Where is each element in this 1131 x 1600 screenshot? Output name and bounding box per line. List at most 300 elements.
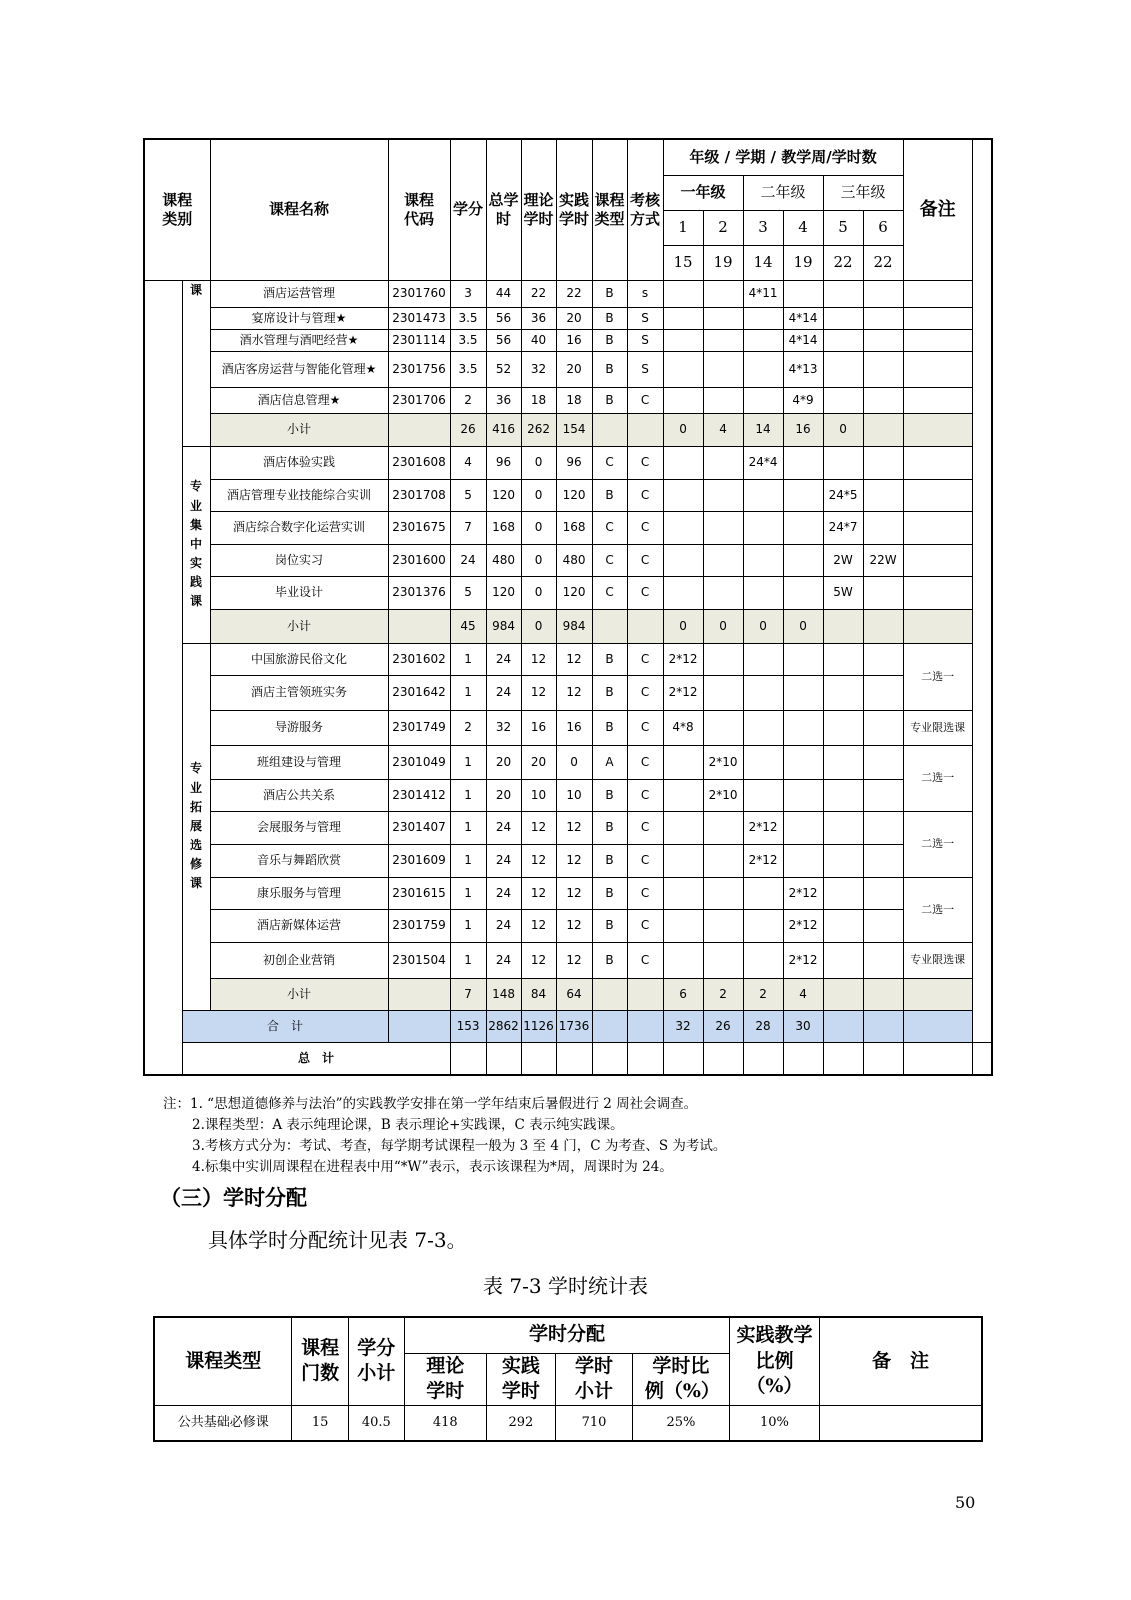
- term-3-cell: [743, 942, 783, 978]
- term-3-cell: [743, 779, 783, 811]
- course-code-cell: 2301675: [388, 511, 450, 544]
- total-hours-cell: 56: [486, 329, 521, 351]
- course-name-cell: 会展服务与管理: [210, 811, 388, 844]
- category-label: 专业拓展选修课: [190, 761, 203, 891]
- practice-hours-cell: 96: [556, 446, 592, 479]
- course-code-cell: 2301759: [388, 909, 450, 942]
- total-hours-cell: 24: [486, 909, 521, 942]
- credit-cell: 1: [450, 675, 486, 710]
- course-type-cell: B: [592, 643, 627, 675]
- term-5-cell: 0: [823, 413, 863, 446]
- course-schedule-table: [143, 138, 993, 1076]
- stats-header-allocation: 学时分配: [404, 1317, 729, 1353]
- remarks-cell: 二选一: [903, 877, 972, 942]
- theory-hours-cell: 0: [521, 479, 556, 511]
- term-1-cell: 0: [663, 413, 703, 446]
- remarks-cell: [903, 307, 972, 329]
- empty-cell: [783, 1042, 823, 1075]
- course-code-cell: 2301609: [388, 844, 450, 877]
- term-4-cell: [783, 479, 823, 511]
- term-1-cell: [663, 909, 703, 942]
- header-credit: 学分: [450, 139, 486, 280]
- term-1-cell: 0: [663, 609, 703, 643]
- term-3-cell: 4*11: [743, 280, 783, 307]
- term-2-cell: 26: [703, 1010, 743, 1042]
- category-label: 课: [190, 282, 203, 297]
- course-type-cell: A: [592, 745, 627, 779]
- remarks-cell: 专业限选课: [903, 942, 972, 978]
- course-name-cell: 宴席设计与管理★: [210, 307, 388, 329]
- course-type-cell: [592, 413, 627, 446]
- paragraph: 具体学时分配统计见表 7-3。: [208, 1228, 467, 1252]
- theory-hours-cell: 12: [521, 844, 556, 877]
- term-2-cell: [703, 909, 743, 942]
- term-5-cell: [823, 351, 863, 387]
- term-1-cell: 2*12: [663, 643, 703, 675]
- course-code-cell: 2301706: [388, 387, 450, 413]
- term-6-cell: [863, 675, 903, 710]
- remarks-cell: [903, 576, 972, 609]
- course-code-cell: 2301708: [388, 479, 450, 511]
- assessment-cell: S: [627, 351, 663, 387]
- term-4-cell: 30: [783, 1010, 823, 1042]
- term-6-cell: [863, 280, 903, 307]
- course-rows: [144, 280, 992, 1075]
- remarks-cell: [903, 511, 972, 544]
- subtotal-row: [144, 413, 992, 446]
- stats-header-remarks: 备 注: [819, 1317, 982, 1405]
- term-2-cell: 2: [703, 978, 743, 1010]
- remarks-cell: 二选一: [903, 811, 972, 877]
- table-row: [144, 351, 992, 387]
- term-2-cell: [703, 544, 743, 576]
- header-term: 4: [783, 210, 823, 245]
- total-hours-cell: 120: [486, 479, 521, 511]
- section-title: （三）学时分配: [160, 1186, 307, 1210]
- theory-hours-cell: 12: [521, 675, 556, 710]
- course-type-cell: C: [592, 446, 627, 479]
- header-course-name: 课程名称: [210, 139, 388, 280]
- course-name-cell: 小计: [210, 609, 388, 643]
- total-hours-cell: 24: [486, 942, 521, 978]
- theory-hours-cell: 12: [521, 643, 556, 675]
- course-name-cell: 毕业设计: [210, 576, 388, 609]
- practice-hours-cell: 16: [556, 329, 592, 351]
- theory-hours-cell: 20: [521, 745, 556, 779]
- term-1-cell: [663, 446, 703, 479]
- empty-cell: [903, 1042, 972, 1075]
- term-3-cell: [743, 877, 783, 909]
- stats-header-credit-subtotal: 学分小计: [348, 1317, 404, 1405]
- term-6-cell: [863, 978, 903, 1010]
- term-6-cell: [863, 329, 903, 351]
- term-5-cell: 24*5: [823, 479, 863, 511]
- term-6-cell: [863, 811, 903, 844]
- header-weeks: 15: [663, 245, 703, 280]
- course-name-cell: 岗位实习: [210, 544, 388, 576]
- course-code-cell: 2301642: [388, 675, 450, 710]
- term-1-cell: [663, 877, 703, 909]
- term-5-cell: [823, 779, 863, 811]
- table-row: [144, 307, 992, 329]
- course-name-cell: 小计: [210, 978, 388, 1010]
- course-code-cell: 2301504: [388, 942, 450, 978]
- course-type-cell: B: [592, 329, 627, 351]
- term-4-cell: [783, 811, 823, 844]
- term-5-cell: [823, 745, 863, 779]
- course-code-cell: 2301376: [388, 576, 450, 609]
- empty-cell: [486, 1042, 521, 1075]
- term-5-cell: [823, 609, 863, 643]
- term-3-cell: [743, 307, 783, 329]
- table-row: [144, 779, 992, 811]
- assessment-cell: C: [627, 643, 663, 675]
- practice-hours-cell: 12: [556, 643, 592, 675]
- term-3-cell: [743, 387, 783, 413]
- credit-cell: 7: [450, 978, 486, 1010]
- course-type-cell: B: [592, 909, 627, 942]
- theory-hours-cell: 10: [521, 779, 556, 811]
- term-2-cell: [703, 675, 743, 710]
- term-6-cell: [863, 413, 903, 446]
- credit-cell: 2: [450, 710, 486, 745]
- credit-cell: 3.5: [450, 329, 486, 351]
- header-term: 3: [743, 210, 783, 245]
- term-2-cell: [703, 351, 743, 387]
- table-row: [144, 643, 992, 675]
- outer-category-cell: [144, 280, 182, 1075]
- term-5-cell: 24*7: [823, 511, 863, 544]
- credit-cell: 1: [450, 909, 486, 942]
- stats-cell: 418: [404, 1405, 486, 1441]
- credit-cell: 24: [450, 544, 486, 576]
- term-6-cell: [863, 576, 903, 609]
- term-4-cell: [783, 779, 823, 811]
- assessment-cell: C: [627, 446, 663, 479]
- term-2-cell: 0: [703, 609, 743, 643]
- course-code-cell: [388, 978, 450, 1010]
- term-3-cell: 24*4: [743, 446, 783, 479]
- assessment-cell: C: [627, 877, 663, 909]
- practice-hours-cell: 20: [556, 307, 592, 329]
- term-5-cell: [823, 811, 863, 844]
- stats-cell: 15: [292, 1405, 348, 1441]
- credit-cell: 1: [450, 745, 486, 779]
- credit-cell: 5: [450, 479, 486, 511]
- theory-hours-cell: 12: [521, 909, 556, 942]
- credit-cell: 1: [450, 877, 486, 909]
- term-1-cell: [663, 329, 703, 351]
- term-2-cell: [703, 280, 743, 307]
- term-6-cell: 22W: [863, 544, 903, 576]
- overall-total-row: [144, 1042, 992, 1075]
- term-3-cell: 28: [743, 1010, 783, 1042]
- total-hours-cell: 32: [486, 710, 521, 745]
- theory-hours-cell: 1126: [521, 1010, 556, 1042]
- assessment-cell: [627, 1010, 663, 1042]
- header-term: 5: [823, 210, 863, 245]
- term-4-cell: [783, 446, 823, 479]
- term-1-cell: [663, 844, 703, 877]
- header-category: 课程类别: [144, 139, 210, 280]
- header-weeks: 22: [823, 245, 863, 280]
- term-1-cell: 6: [663, 978, 703, 1010]
- practice-hours-cell: 18: [556, 387, 592, 413]
- header-weeks: 14: [743, 245, 783, 280]
- course-type-cell: B: [592, 479, 627, 511]
- course-code-cell: 2301608: [388, 446, 450, 479]
- course-name-cell: 酒水管理与酒吧经营★: [210, 329, 388, 351]
- practice-hours-cell: 12: [556, 811, 592, 844]
- assessment-cell: C: [627, 675, 663, 710]
- term-1-cell: [663, 779, 703, 811]
- term-2-cell: [703, 710, 743, 745]
- term-6-cell: [863, 942, 903, 978]
- course-type-cell: C: [592, 576, 627, 609]
- course-code-cell: 2301412: [388, 779, 450, 811]
- term-5-cell: [823, 710, 863, 745]
- total-hours-cell: 984: [486, 609, 521, 643]
- term-4-cell: [783, 511, 823, 544]
- term-1-cell: [663, 811, 703, 844]
- hours-statistics-table: [153, 1316, 983, 1442]
- empty-cell: [743, 1042, 783, 1075]
- stats-header-practice-ratio: 实践教学比例（%）: [729, 1317, 819, 1405]
- course-name-cell: 酒店公共关系: [210, 779, 388, 811]
- term-4-cell: 4: [783, 978, 823, 1010]
- term-3-cell: [743, 329, 783, 351]
- theory-hours-cell: 12: [521, 811, 556, 844]
- course-name-cell: 音乐与舞蹈欣赏: [210, 844, 388, 877]
- course-type-cell: B: [592, 387, 627, 413]
- theory-hours-cell: 0: [521, 576, 556, 609]
- total-hours-cell: 148: [486, 978, 521, 1010]
- assessment-cell: C: [627, 387, 663, 413]
- table-row: [144, 446, 992, 479]
- term-1-cell: [663, 942, 703, 978]
- table-row: [144, 479, 992, 511]
- term-5-cell: [823, 909, 863, 942]
- remarks-cell: [903, 978, 972, 1010]
- course-type-cell: B: [592, 877, 627, 909]
- stats-cell: 40.5: [348, 1405, 404, 1441]
- stats-cell: 292: [486, 1405, 556, 1441]
- course-name-cell: 酒店体验实践: [210, 446, 388, 479]
- remarks-cell: [903, 387, 972, 413]
- practice-hours-cell: 12: [556, 942, 592, 978]
- table-row: [144, 844, 992, 877]
- term-5-cell: [823, 675, 863, 710]
- course-type-cell: [592, 1010, 627, 1042]
- empty-cell: [823, 1042, 863, 1075]
- term-5-cell: [823, 329, 863, 351]
- header-practice-hours: 实践学时: [556, 139, 592, 280]
- term-4-cell: [783, 544, 823, 576]
- table-row: [144, 544, 992, 576]
- assessment-cell: C: [627, 576, 663, 609]
- theory-hours-cell: 12: [521, 942, 556, 978]
- empty-cell: [556, 1042, 592, 1075]
- term-3-cell: [743, 675, 783, 710]
- assessment-cell: [627, 609, 663, 643]
- remarks-cell: [903, 1010, 972, 1042]
- table-row: [144, 811, 992, 844]
- table-row: [144, 280, 992, 307]
- table-row: [144, 387, 992, 413]
- term-6-cell: [863, 779, 903, 811]
- term-1-cell: [663, 576, 703, 609]
- header-total-hours: 总学时: [486, 139, 521, 280]
- total-hours-cell: 24: [486, 643, 521, 675]
- stats-header-hours-ratio: 学时比例（%）: [632, 1353, 729, 1405]
- category-cell: [182, 446, 210, 643]
- credit-cell: 2: [450, 387, 486, 413]
- term-4-cell: [783, 576, 823, 609]
- credit-cell: 1: [450, 779, 486, 811]
- term-4-cell: [783, 643, 823, 675]
- table-row: [144, 877, 992, 909]
- subtotal-row: [144, 609, 992, 643]
- term-5-cell: [823, 307, 863, 329]
- course-type-cell: B: [592, 811, 627, 844]
- practice-hours-cell: 168: [556, 511, 592, 544]
- category-label: 专业集中实践课: [190, 479, 203, 609]
- term-1-cell: [663, 544, 703, 576]
- term-2-cell: 4: [703, 413, 743, 446]
- term-4-cell: [783, 280, 823, 307]
- term-3-cell: [743, 710, 783, 745]
- term-6-cell: [863, 643, 903, 675]
- header-term: 6: [863, 210, 903, 245]
- assessment-cell: C: [627, 745, 663, 779]
- term-6-cell: [863, 844, 903, 877]
- credit-cell: 3.5: [450, 307, 486, 329]
- assessment-cell: C: [627, 479, 663, 511]
- total-hours-cell: 24: [486, 675, 521, 710]
- theory-hours-cell: 36: [521, 307, 556, 329]
- term-5-cell: [823, 280, 863, 307]
- assessment-cell: C: [627, 710, 663, 745]
- credit-cell: 3.5: [450, 351, 486, 387]
- term-3-cell: [743, 511, 783, 544]
- term-1-cell: [663, 511, 703, 544]
- stats-cell: 25%: [632, 1405, 729, 1441]
- table-row: [144, 511, 992, 544]
- remarks-cell: [903, 609, 972, 643]
- term-2-cell: [703, 576, 743, 609]
- term-6-cell: [863, 745, 903, 779]
- table-row: [144, 710, 992, 745]
- stats-cell: 710: [556, 1405, 633, 1441]
- total-hours-cell: 24: [486, 877, 521, 909]
- term-3-cell: [743, 544, 783, 576]
- term-2-cell: 2*10: [703, 779, 743, 811]
- note-line: 4.标集中实训周课程在进程表中用“*W”表示，表示该课程为*周，周课时为 24。: [192, 1159, 673, 1175]
- note-line: 注：1. “思想道德修养与法治”的实践教学安排在第一学年结束后暑假进行 2 周社会调查。: [163, 1096, 698, 1112]
- term-2-cell: [703, 479, 743, 511]
- notes: [163, 1094, 726, 1178]
- term-5-cell: [823, 942, 863, 978]
- course-code-cell: [388, 1010, 450, 1042]
- header-course-code: 课程代码: [388, 139, 450, 280]
- term-2-cell: [703, 307, 743, 329]
- header-weeks: 19: [783, 245, 823, 280]
- assessment-cell: C: [627, 909, 663, 942]
- remarks-cell: 二选一: [903, 643, 972, 710]
- term-3-cell: [743, 479, 783, 511]
- credit-cell: 26: [450, 413, 486, 446]
- note-line: 2.课程类型：A 表示纯理论课，B 表示理论+实践课，C 表示纯实践课。: [192, 1117, 624, 1133]
- term-1-cell: [663, 351, 703, 387]
- term-1-cell: 4*8: [663, 710, 703, 745]
- course-code-cell: 2301049: [388, 745, 450, 779]
- practice-hours-cell: 12: [556, 877, 592, 909]
- stats-header-hours-subtotal: 学时小计: [556, 1353, 633, 1405]
- assessment-cell: C: [627, 844, 663, 877]
- term-4-cell: [783, 675, 823, 710]
- term-6-cell: [863, 479, 903, 511]
- term-3-cell: [743, 643, 783, 675]
- assessment-cell: s: [627, 280, 663, 307]
- assessment-cell: S: [627, 329, 663, 351]
- empty-cell: [592, 1042, 627, 1075]
- header-grade-1: 一年级: [663, 175, 743, 210]
- total-hours-cell: 120: [486, 576, 521, 609]
- assessment-cell: C: [627, 942, 663, 978]
- total-hours-cell: 20: [486, 745, 521, 779]
- term-4-cell: 4*14: [783, 329, 823, 351]
- term-2-cell: 2*10: [703, 745, 743, 779]
- header-grade-3: 三年级: [823, 175, 903, 210]
- note-line: 3.考核方式分为：考试、考查，每学期考试课程一般为 3 至 4 门，C 为考查、S 为考试。: [192, 1138, 727, 1154]
- course-name-cell: 酒店新媒体运营: [210, 909, 388, 942]
- course-code-cell: 2301473: [388, 307, 450, 329]
- course-code-cell: 2301756: [388, 351, 450, 387]
- course-code-cell: 2301760: [388, 280, 450, 307]
- course-code-cell: 2301407: [388, 811, 450, 844]
- term-6-cell: [863, 446, 903, 479]
- total-hours-cell: 168: [486, 511, 521, 544]
- term-1-cell: [663, 745, 703, 779]
- theory-hours-cell: 18: [521, 387, 556, 413]
- stats-cell: 公共基础必修课: [154, 1405, 292, 1441]
- theory-hours-cell: 16: [521, 710, 556, 745]
- course-code-cell: 2301749: [388, 710, 450, 745]
- course-name-cell: 初创企业营销: [210, 942, 388, 978]
- term-5-cell: [823, 1010, 863, 1042]
- remarks-cell: [972, 1042, 992, 1075]
- term-3-cell: [743, 745, 783, 779]
- term-2-cell: [703, 811, 743, 844]
- term-4-cell: 0: [783, 609, 823, 643]
- course-code-cell: 2301114: [388, 329, 450, 351]
- table-row: [144, 329, 992, 351]
- assessment-cell: C: [627, 811, 663, 844]
- course-type-cell: B: [592, 351, 627, 387]
- course-name-cell: 酒店运营管理: [210, 280, 388, 307]
- empty-cell: [627, 1042, 663, 1075]
- term-3-cell: 2: [743, 978, 783, 1010]
- term-4-cell: 4*14: [783, 307, 823, 329]
- term-6-cell: [863, 877, 903, 909]
- assessment-cell: [627, 413, 663, 446]
- remarks-cell: [903, 544, 972, 576]
- total-hours-cell: 36: [486, 387, 521, 413]
- term-5-cell: 2W: [823, 544, 863, 576]
- header-theory-hours: 理论学时: [521, 139, 556, 280]
- term-4-cell: 16: [783, 413, 823, 446]
- theory-hours-cell: 0: [521, 609, 556, 643]
